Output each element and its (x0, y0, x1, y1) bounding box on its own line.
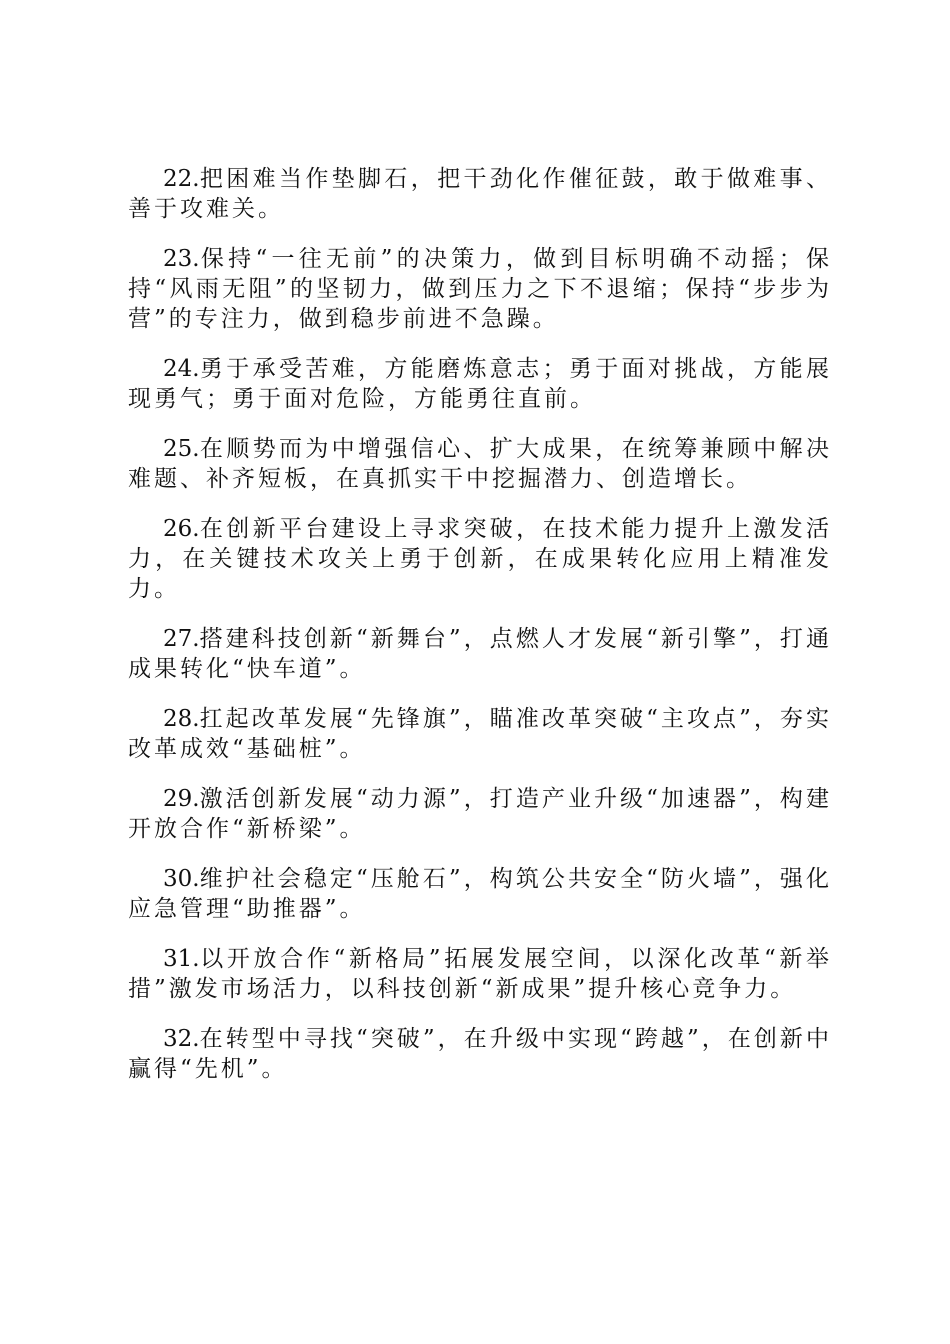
paragraph-26 (128, 514, 832, 604)
paragraph-25 (128, 434, 832, 494)
paragraph-number: 23. (163, 246, 200, 272)
paragraph-29 (128, 784, 832, 844)
paragraph-text: 维护社会稳定“压舱石”，构筑公共安全“防火墙”，强化应急管理“助推器”。 (128, 866, 832, 922)
paragraph-text: 保持“一往无前”的决策力，做到目标明确不动摇；保持“风雨无阻”的坚韧力，做到压力之下不退缩；保持“步步为营”的专注力，做到稳步前进不急躁。 (128, 246, 832, 332)
paragraph-32 (128, 1024, 832, 1084)
paragraph-text: 激活创新发展“动力源”，打造产业升级“加速器”，构建开放合作“新桥梁”。 (128, 786, 832, 842)
paragraph-number: 32. (163, 1026, 200, 1052)
paragraph-text: 扛起改革发展“先锋旗”，瞄准改革突破“主攻点”，夯实改革成效“基础桩”。 (128, 706, 832, 762)
paragraph-31 (128, 944, 832, 1004)
paragraph-23 (128, 244, 832, 334)
paragraph-text: 在转型中寻找“突破”，在升级中实现“跨越”，在创新中赢得“先机”。 (128, 1026, 832, 1082)
paragraph-number: 31. (163, 946, 200, 972)
paragraph-text: 搭建科技创新“新舞台”，点燃人才发展“新引擎”，打通成果转化“快车道”。 (128, 626, 832, 682)
paragraph-number: 28. (163, 706, 200, 732)
paragraph-number: 26. (163, 516, 200, 542)
paragraph-27 (128, 624, 832, 684)
paragraph-text: 以开放合作“新格局”拓展发展空间，以深化改革“新举措”激发市场活力，以科技创新“新成果”提升核心竞争力。 (128, 946, 832, 1002)
paragraph-30 (128, 864, 832, 924)
paragraph-number: 29. (163, 786, 200, 812)
paragraph-24 (128, 354, 832, 414)
paragraph-text: 在创新平台建设上寻求突破，在技术能力提升上激发活力，在关键技术攻关上勇于创新，在成果转化应用上精准发力。 (128, 516, 832, 602)
paragraph-number: 30. (163, 866, 200, 892)
paragraph-text: 把困难当作垫脚石，把干劲化作催征鼓，敢于做难事、善于攻难关。 (128, 166, 832, 222)
paragraph-22 (128, 164, 832, 224)
paragraph-number: 25. (163, 436, 200, 462)
paragraph-number: 24. (163, 356, 200, 382)
paragraph-number: 27. (163, 626, 200, 652)
paragraph-number: 22. (163, 166, 200, 192)
paragraph-28 (128, 704, 832, 764)
paragraph-text: 勇于承受苦难，方能磨炼意志；勇于面对挑战，方能展现勇气；勇于面对危险，方能勇往直前。 (128, 356, 832, 412)
document-body (128, 164, 832, 1104)
paragraph-text: 在顺势而为中增强信心、扩大成果，在统筹兼顾中解决难题、补齐短板，在真抓实干中挖掘潜力、创造增长。 (128, 436, 832, 492)
